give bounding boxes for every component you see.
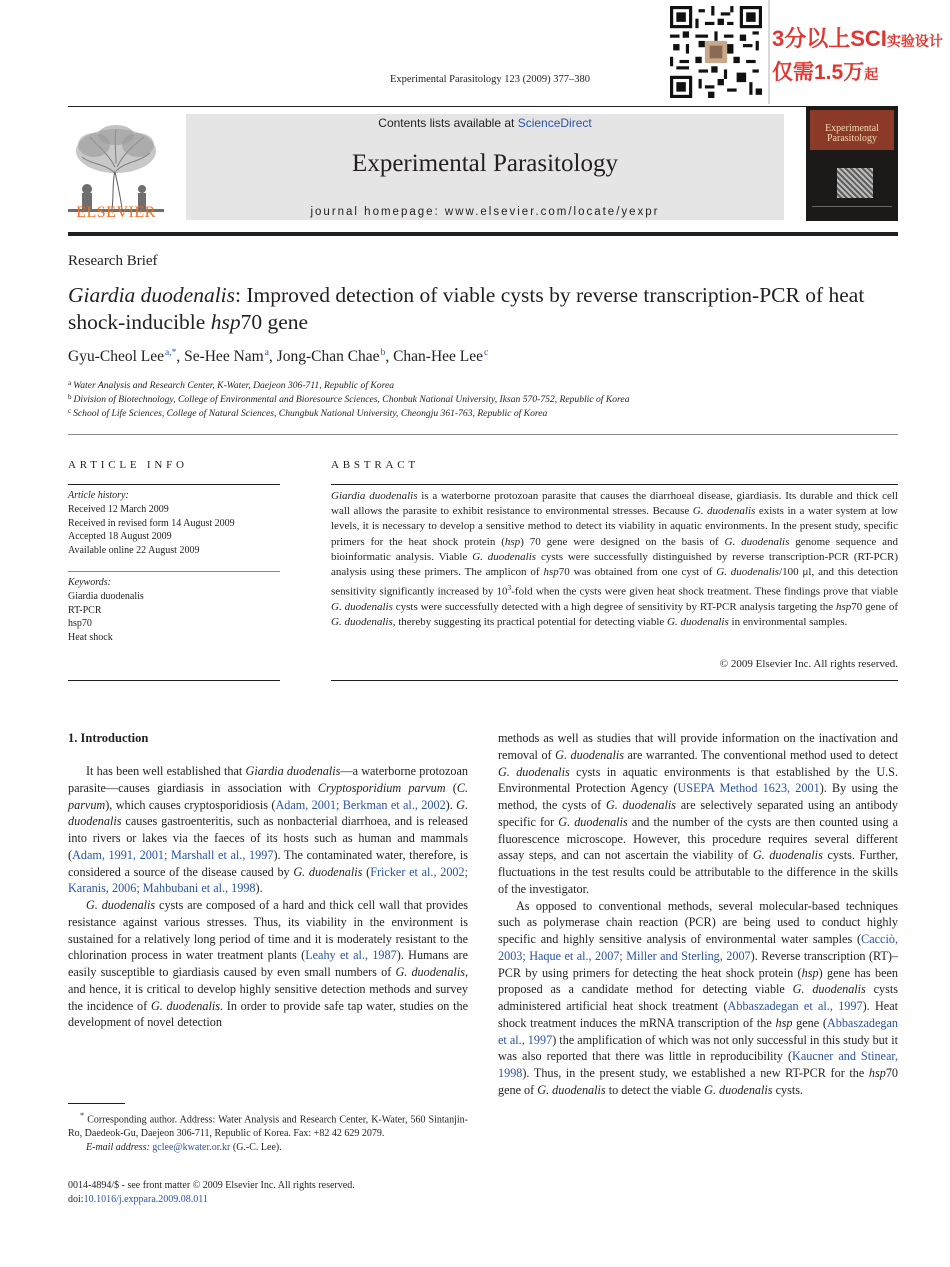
history-received: Received 12 March 2009 [68,503,169,515]
body-paragraph: It has been well established that Giardia duodenalis—a waterborne protozoan parasite—causes giardiasis in association with Cryptosporidium parvum (C. parvum), which causes cryptosporidiosis (Adam, 2001; Berkman et al., 2002). G. duodenalis causes gastroenteritis, such as nonbacterial diarrhoea, and is released into rivers or lakes via the faeces of its hosts such as human and mammals (Adam, 1991, 2001; Marshall et al., 1997). The contaminated water, therefore, is considered a source of the disease caused by G. duodenalis (Fricker et al., 2002; Karanis, 2006; Mahbubani et al., 1998). [68,764,469,896]
history-label: Article history: [68,490,129,501]
author-affil-mark[interactable]: c [484,348,489,358]
history-accepted: Accepted 18 August 2009 [68,531,172,543]
article-info-heading: ARTICLE INFO [68,459,188,471]
sciencedirect-link[interactable]: ScienceDirect [517,116,592,130]
ad-line-2[interactable]: 仅需1.5万起 [772,61,879,84]
body-paragraph: methods as well as studies that will provide information on the inactivation and removal of G. duodenalis are warranted. The conventional method used to detect G. duodenalis cysts in aquatic environments is that established by the U.S. Environmental Protection Agency (USEPA Method 1623, 2001). By using the method, the cysts of G. duodenalis are selectively separated using an antibody specific for G. duodenalis and the number of the cysts are then counted using a fluorescence microscope. However, this procedure requires several different assay steps, and can not ascertain the viability of G. duodenalis cysts. Further, fluctuations in the test results could be attributable to the difference in the skills of the investigator. [498,731,898,896]
author-name[interactable]: Chan-Hee Lee [393,348,483,365]
journal-citation: Experimental Parasitology 123 (2009) 377–380 [389,74,591,85]
introduction-heading: 1. Introduction [68,731,149,745]
citation-link[interactable]: Adam, 2001; Berkman et al., 2002 [275,797,446,812]
citation-link[interactable]: Fricker et al., 2002; Karanis, 2006; Mahbubani et al., 1998 [68,864,469,896]
history-revised: Received in revised form 14 August 2009 [68,517,235,529]
author-affil-mark[interactable]: a [264,348,269,358]
author-list: Gyu-Cheol Lee$^{a,*}$, Se-Hee Nam$^a$, Jong-Chan Chae$^b$, Chan-Hee Lee$^c$ [68,348,489,365]
front-matter [68,1179,355,1207]
author-name[interactable]: Jong-Chan Chae [276,348,380,365]
citation-link[interactable]: USEPA Method 1623, 2001 [677,781,820,796]
contents-prefix: Contents lists available at [378,116,518,130]
history-online: Available online 22 August 2009 [68,545,200,557]
abstract-heading: ABSTRACT [331,459,419,471]
top-rule [68,106,898,107]
abstract-bottom-rule [331,680,898,681]
citation-link[interactable]: Kaucner and Stinear, 1998 [498,1049,898,1080]
journal-name: Experimental Parasitology [352,150,618,177]
affiliation-c: $^c$ School of Life Sciences, College of Natural Sciences, Chungbuk National University, Cheongju 361-763, Republic of Korea [68,407,548,419]
article-title: Giardia duodenalis: Improved detection of viable cysts by reverse transcription-PCR of heat shock-inducible hsp70 gene [68,283,865,334]
elsevier-wordmark[interactable]: ELSEVIER [76,204,156,221]
citation-link[interactable]: Abbaszadegan et al., 1997 [727,999,863,1013]
citation-link[interactable]: Leahy et al., 1987 [305,948,397,963]
email-suffix: (G.-C. Lee). [230,1141,282,1153]
body-column-right [498,730,898,1099]
body-paragraph: G. duodenalis cysts are composed of a hard and thick cell wall that provides resistance against various stresses. Thus, its viability in the environment is sustained for a relatively long period of time and it is moderately resistant to the chlorination process in water treatment plants (Leahy et al., 1987). Humans are easily susceptible to giardiasis caused by even small numbers of G. duodenalis, and hence, it is critical to develop highly sensitive detection methods and survey the incidence of G. duodenalis. In order to provide safe tap water, studies on the development of novel detection [68,898,469,1030]
affiliation-b: $^b$ Division of Biotechnology, College of Environmental and Bioresource Sciences, Chonbuk National University, Iksan 570-752, Republic of Korea [68,393,630,405]
keywords-block [68,576,280,645]
author-affil-mark[interactable]: b [380,348,386,358]
contents-line [186,116,784,130]
footnote-rule [68,1103,125,1104]
header-thick-rule [68,232,898,236]
body-column-left [68,763,468,1031]
keywords-rule [68,571,280,572]
author-name[interactable]: Se-Hee Nam [184,348,264,365]
corresponding-footnote [68,1109,468,1154]
article-info-bottom-rule [68,680,280,681]
abstract-text: Giardia duodenalis is a waterborne protozoan parasite that causes the diarrhoeal disease, giardiasis. Its durable and thick cell wall allows the parasite to exhibit resistance to environmental stresses. Because G. duodenalis exists in a water system at low levels, it is necessary to develop a sensitive method to detect its viability in aquatic environments. In the present study, specific primers for the heat shock protein (hsp) 70 gene were designed on the basis of G. duodenalis genome sequence and bioinformatic analysis. Viable G. duodenalis cysts were successfully distinguished by reverse transcription-PCR (RT-PCR) analysis using these primers. The amplicon of hsp70 was obtained from one cyst of G. duodenalis/100 μl, and this detection sensitivity significantly increased by $10^3$-fold when the cysts were given heat shock treatment. These findings prove that viable G. duodenalis cysts were successfully detected with a high degree of sensitivity by RT-PCR analysis targeting the hsp70 gene of G. duodenalis, thereby suggesting its practical potential for detecting viable G. duodenalis in environmental samples. [331,490,899,629]
affiliation-a: $^a$ Water Analysis and Research Center, K-Water, Daejeon 306-711, Republic of Korea [68,379,395,391]
issn-line: 0014-4894/$ - see front matter © 2009 Elsevier Inc. All rights reserved. [68,1180,355,1191]
article-info-rule [68,484,280,485]
ad-line-1[interactable]: 3分以上SCI实验设计 [772,26,943,51]
ad-divider [768,0,770,104]
journal-homepage[interactable]: journal homepage: www.elsevier.com/locate/yexpr [310,206,660,218]
doi-label: doi: [68,1194,84,1205]
email-link[interactable]: gclee@kwater.or.kr [152,1141,231,1153]
doi-link[interactable]: 10.1016/j.exppara.2009.08.011 [83,1194,208,1205]
body-paragraph: As opposed to conventional methods, several molecular-based techniques such as polymerase chain reaction (PCR) are being used to conduct highly specific and highly sensitive analysis of environmental water samples (Cacciò, 2003; Haque et al., 2007; Miller and Sterling, 2007). Reverse transcription (RT)–PCR by using primers for detecting the heat shock protein (hsp) gene has been proposed as a candidate method for detecting viable G. duodenalis cysts administered artificial heat shock treatment (Abbaszadegan et al., 1997). Heat shock treatment induces the mRNA transcription of the hsp gene (Abbaszadegan et al., 1997) the amplification of which was not only successful in this study but it was also reported that there was little in reproducibility (Kaucner and Stinear, 1998). Thus, in the present study, we established a new RT-PCR for the hsp70 gene of G. duodenalis to detect the viable G. duodenalis cysts. [498,898,898,1097]
email-label: E-mail address: [86,1141,153,1153]
article-type: Research Brief [68,253,158,269]
footnote-mark: * [80,1111,85,1120]
author-name[interactable]: Gyu-Cheol Lee [68,348,164,365]
keyword-item: hsp70 [68,618,92,630]
keyword-item: Giardia duodenalis [68,590,144,602]
journal-cover[interactable] [806,106,898,221]
footnote-address: Corresponding author. Address: Water Analysis and Research Center, K-Water, 560 Sintanjin-Ro, Daedeok-Gu, Daejeon 306-711, Republic of Korea. Fax: +82 42 629 2079. [68,1114,468,1139]
author-affil-mark[interactable]: a,* [164,348,177,358]
keyword-item: RT-PCR [68,604,102,616]
title-divider [68,434,898,435]
cover-title: Experimental Parasitology [825,123,879,144]
citation-link[interactable]: Adam, 1991, 2001; Marshall et al., 1997 [72,847,274,862]
keywords-label: Keywords: [68,577,111,588]
citation-link[interactable]: Cacciò, 2003; Haque et al., 2007; Miller and Sterling, 2007 [498,932,898,963]
abstract-copyright: © 2009 Elsevier Inc. All rights reserved. [719,658,898,670]
keyword-item: Heat shock [68,632,113,644]
article-history [68,489,280,558]
qr-code[interactable] [670,6,762,98]
abstract-rule [331,484,898,485]
citation-link[interactable]: Abbaszadegan et al., 1997 [498,1015,898,1047]
